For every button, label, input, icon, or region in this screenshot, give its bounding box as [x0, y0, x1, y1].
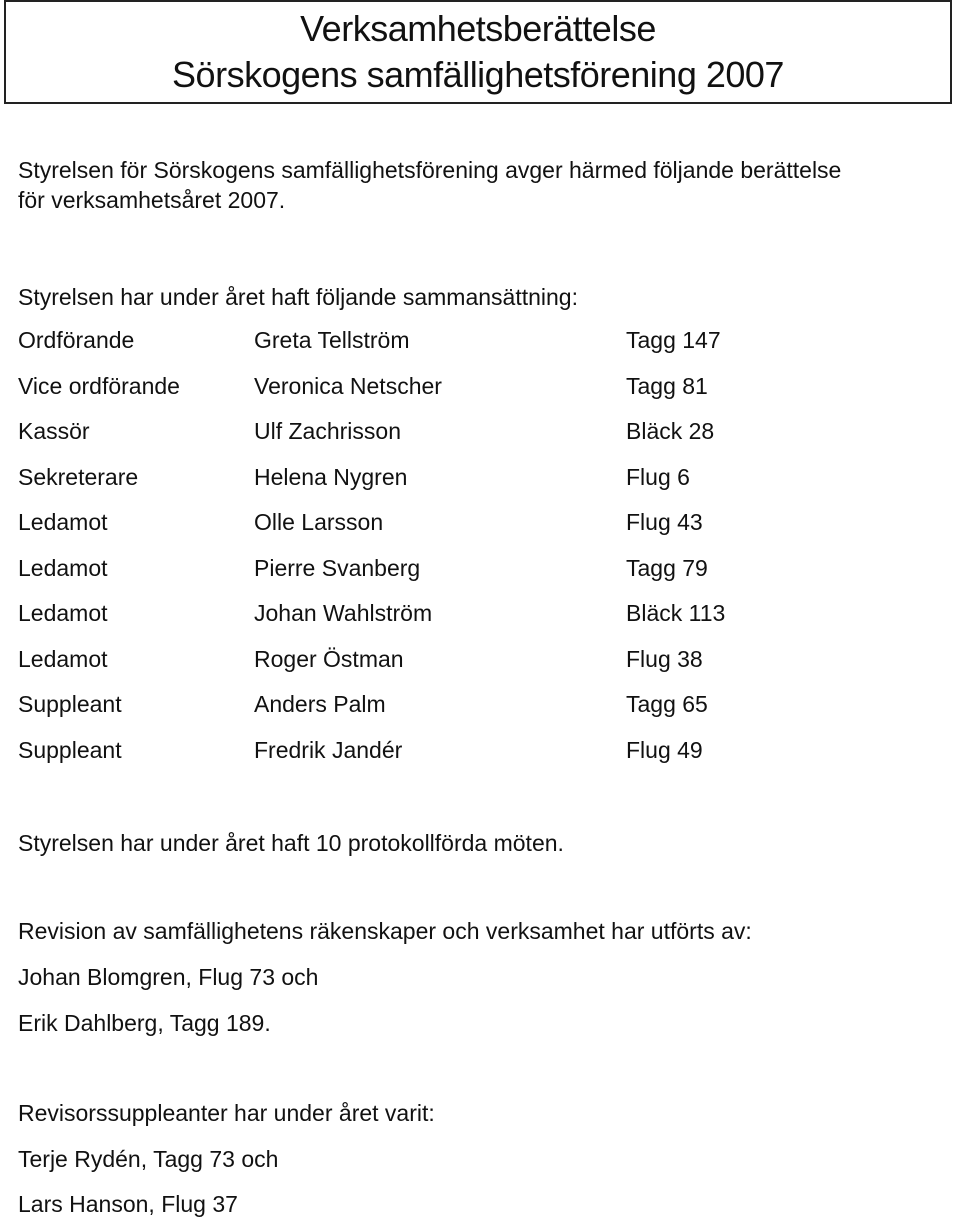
- member-name: Johan Wahlström: [254, 600, 433, 626]
- member-role: Suppleant: [18, 691, 122, 717]
- member-name: Roger Östman: [254, 645, 404, 672]
- document-subtitle: Sörskogens samfällighetsförening 2007: [172, 54, 784, 95]
- member-role: Suppleant: [18, 736, 122, 763]
- intro-line-2: för verksamhetsåret 2007.: [18, 187, 286, 213]
- member-role: Ledamot: [18, 509, 108, 535]
- board-members-table: [18, 325, 938, 780]
- document-title-box: [4, 0, 952, 104]
- member-address: Bläck 113: [626, 600, 726, 626]
- board-member-row: [18, 462, 938, 508]
- member-name: Veronica Netscher: [254, 372, 442, 399]
- member-address: Flug 43: [626, 509, 703, 535]
- member-role: Ledamot: [18, 645, 108, 672]
- member-name: Olle Larsson: [254, 509, 384, 535]
- board-member-row: [18, 553, 938, 599]
- member-name: Ulf Zachrisson: [254, 418, 401, 444]
- meetings-statement: Styrelsen har under året haft 10 protokollförda möten.: [18, 830, 564, 856]
- revision-heading: Revision av samfällighetens räkenskaper och verksamhet har utförts av:: [18, 918, 752, 944]
- member-name: Helena Nygren: [254, 463, 408, 490]
- board-member-row: [18, 689, 938, 735]
- member-address: Tagg 81: [626, 372, 708, 399]
- auditor-line-2: Erik Dahlberg, Tagg 189.: [18, 1010, 271, 1036]
- board-member-row: [18, 735, 938, 781]
- member-role: Ordförande: [18, 327, 135, 353]
- document-title: Verksamhetsberättelse: [300, 8, 656, 49]
- board-member-row: [18, 644, 938, 690]
- member-address: Tagg 147: [626, 327, 721, 353]
- substitute-auditor-line-1: Terje Rydén, Tagg 73 och: [18, 1146, 279, 1172]
- member-name: Fredrik Jandér: [254, 736, 403, 763]
- member-role: Vice ordförande: [18, 372, 180, 399]
- intro-line-1: Styrelsen för Sörskogens samfällighetsförening avger härmed följande berättelse: [18, 157, 842, 183]
- member-address: Flug 38: [626, 645, 703, 672]
- auditor-line-1: Johan Blomgren, Flug 73 och: [18, 964, 319, 990]
- member-address: Tagg 79: [626, 554, 708, 581]
- member-name: Pierre Svanberg: [254, 554, 421, 581]
- member-role: Ledamot: [18, 600, 108, 626]
- member-address: Flug 6: [626, 463, 690, 490]
- board-member-row: [18, 507, 938, 553]
- member-role: Kassör: [18, 418, 90, 444]
- board-member-row: [18, 416, 938, 462]
- substitute-auditors-heading: Revisorssuppleanter har under året varit:: [18, 1100, 435, 1126]
- member-role: Sekreterare: [18, 463, 139, 490]
- member-address: Bläck 28: [626, 418, 715, 444]
- member-address: Flug 49: [626, 736, 703, 763]
- board-member-row: [18, 598, 938, 644]
- member-role: Ledamot: [18, 554, 108, 581]
- board-member-row: [18, 371, 938, 417]
- substitute-auditor-line-2: Lars Hanson, Flug 37: [18, 1191, 238, 1217]
- board-member-row: [18, 325, 938, 371]
- board-heading: Styrelsen har under året haft följande sammansättning:: [18, 284, 578, 310]
- intro-paragraph: [18, 155, 841, 215]
- member-address: Tagg 65: [626, 691, 708, 717]
- member-name: Greta Tellström: [254, 327, 410, 353]
- member-name: Anders Palm: [254, 691, 386, 717]
